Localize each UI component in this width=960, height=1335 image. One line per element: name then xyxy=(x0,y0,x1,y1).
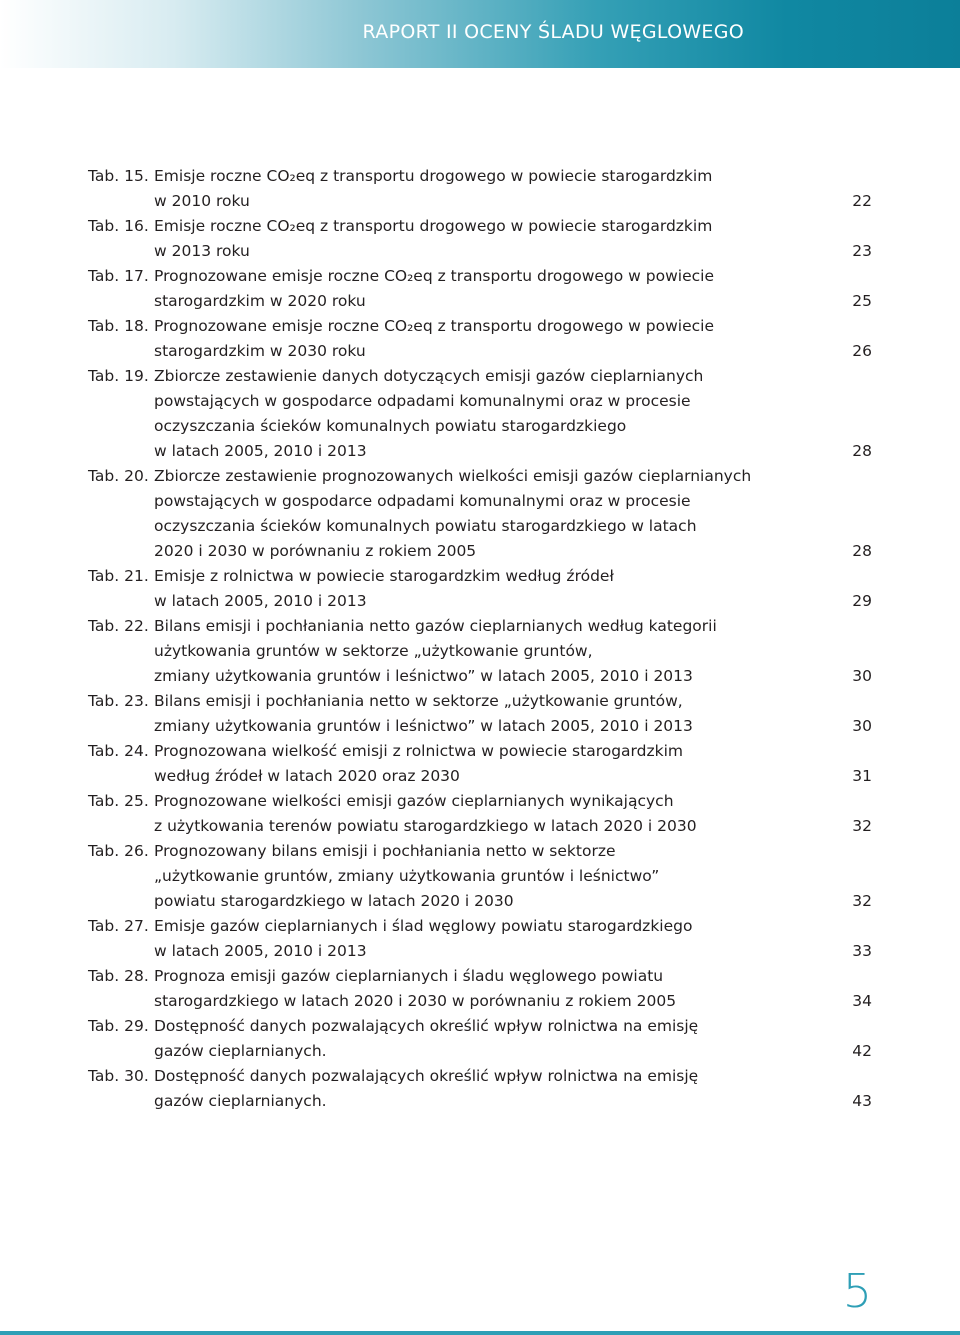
toc-entry-line xyxy=(154,914,872,939)
toc-entry[interactable] xyxy=(88,464,872,564)
toc-entry-title xyxy=(154,564,872,614)
toc-entry-text: w latach 2005, 2010 i 2013 xyxy=(154,442,367,460)
toc-entry-text: Prognozowane emisje roczne CO₂eq z transportu drogowego w powiecie xyxy=(154,317,714,335)
toc-entry-line xyxy=(154,864,872,889)
toc-entry[interactable] xyxy=(88,1014,872,1064)
toc-entry-title xyxy=(154,1064,872,1114)
toc-entry-page: 22 xyxy=(852,192,872,210)
toc-entry-text: w 2013 roku xyxy=(154,242,250,260)
toc-entry-line xyxy=(154,939,872,964)
toc-entry-line xyxy=(154,989,872,1014)
toc-entry-line xyxy=(154,589,872,614)
toc-entry-line xyxy=(154,439,872,464)
toc-entry-title xyxy=(154,839,872,914)
bottom-rule xyxy=(0,1331,960,1335)
toc-entry-page: 28 xyxy=(852,442,872,460)
toc-entry-page: 30 xyxy=(852,717,872,735)
toc-entry-label: Tab. 27. xyxy=(88,917,149,935)
toc-entry-line xyxy=(154,339,872,364)
toc-entry-text: Bilans emisji i pochłaniania netto w sektorze „użytkowanie gruntów, xyxy=(154,692,683,710)
toc-entry-text: z użytkowania terenów powiatu starogardzkiego w latach 2020 i 2030 xyxy=(154,817,697,835)
toc-entry-text: Emisje roczne CO₂eq z transportu drogowego w powiecie starogardzkim xyxy=(154,167,713,185)
toc-entry-text: gazów cieplarnianych. xyxy=(154,1042,327,1060)
toc-entry-label: Tab. 19. xyxy=(88,367,149,385)
toc-entry-label: Tab. 26. xyxy=(88,842,149,860)
toc-entry-text: Dostępność danych pozwalających określić wpływ rolnictwa na emisję xyxy=(154,1017,699,1035)
toc-entry-line xyxy=(154,789,872,814)
toc-entry-text: według źródeł w latach 2020 oraz 2030 xyxy=(154,767,460,785)
toc-entry-text: powstających w gospodarce odpadami komunalnymi oraz w procesie xyxy=(154,492,691,510)
toc-entry-label: Tab. 17. xyxy=(88,267,149,285)
toc-entry-text: powiatu starogardzkiego w latach 2020 i 2030 xyxy=(154,892,514,910)
toc-entry-line xyxy=(154,464,872,489)
toc-entry-line xyxy=(154,739,872,764)
toc-entry[interactable] xyxy=(88,964,872,1014)
page-header-band xyxy=(0,0,960,68)
toc-entry-line xyxy=(154,164,872,189)
toc-entry-line xyxy=(154,839,872,864)
toc-entry-line xyxy=(154,1014,872,1039)
toc-entry-text: Emisje roczne CO₂eq z transportu drogowego w powiecie starogardzkim xyxy=(154,217,713,235)
toc-entry-title xyxy=(154,214,872,264)
toc-entry-title xyxy=(154,364,872,464)
toc-entry-line xyxy=(154,764,872,789)
toc-entry-text: oczyszczania ścieków komunalnych powiatu starogardzkiego w latach xyxy=(154,517,697,535)
toc-entry-line xyxy=(154,214,872,239)
toc-entry-label: Tab. 24. xyxy=(88,742,149,760)
toc-entry-label: Tab. 18. xyxy=(88,317,149,335)
toc-entry-line xyxy=(154,264,872,289)
toc-entry-page: 42 xyxy=(852,1042,872,1060)
toc-entry-page: 28 xyxy=(852,542,872,560)
toc-entry-line xyxy=(154,289,872,314)
toc-entry-line xyxy=(154,239,872,264)
toc-entry-title xyxy=(154,964,872,1014)
toc-entry-line xyxy=(154,489,872,514)
toc-entry[interactable] xyxy=(88,789,872,839)
toc-entry-text: gazów cieplarnianych. xyxy=(154,1092,327,1110)
toc-entry[interactable] xyxy=(88,614,872,689)
toc-entry-label: Tab. 25. xyxy=(88,792,149,810)
toc-entry-text: Emisje gazów cieplarnianych i ślad węglowy powiatu starogardzkiego xyxy=(154,917,693,935)
toc-entry-text: Prognozowane emisje roczne CO₂eq z transportu drogowego w powiecie xyxy=(154,267,714,285)
toc-entry-text: 2020 i 2030 w porównaniu z rokiem 2005 xyxy=(154,542,477,560)
toc-entry-title xyxy=(154,614,872,689)
toc-entry-line xyxy=(154,514,872,539)
toc-entry[interactable] xyxy=(88,839,872,914)
toc-entry-line xyxy=(154,689,872,714)
toc-entry-title xyxy=(154,164,872,214)
toc-entry-line xyxy=(154,1089,872,1114)
toc-entry-line xyxy=(154,814,872,839)
toc-entry-label: Tab. 28. xyxy=(88,967,149,985)
toc-entry-text: powstających w gospodarce odpadami komunalnymi oraz w procesie xyxy=(154,392,691,410)
toc-entry-line xyxy=(154,889,872,914)
toc-entry-text: zmiany użytkowania gruntów i leśnictwo” w latach 2005, 2010 i 2013 xyxy=(154,667,693,685)
toc-entry[interactable] xyxy=(88,1064,872,1114)
toc-entry-text: Zbiorcze zestawienie danych dotyczących emisji gazów cieplarnianych xyxy=(154,367,704,385)
toc-entry-title xyxy=(154,739,872,789)
toc-entry-text: Prognozowany bilans emisji i pochłaniania netto w sektorze xyxy=(154,842,616,860)
toc-entry-text: starogardzkiego w latach 2020 i 2030 w porównaniu z rokiem 2005 xyxy=(154,992,677,1010)
toc-entry-label: Tab. 30. xyxy=(88,1067,149,1085)
toc-entry[interactable] xyxy=(88,164,872,214)
report-title: RAPORT II OCENY ŚLADU WĘGLOWEGO xyxy=(362,21,744,43)
table-of-contents xyxy=(88,164,872,1114)
toc-entry-line xyxy=(154,414,872,439)
toc-entry-line xyxy=(154,539,872,564)
toc-entry-line xyxy=(154,364,872,389)
toc-entry-text: Bilans emisji i pochłaniania netto gazów cieplarnianych według kategorii xyxy=(154,617,717,635)
toc-entry-text: Emisje z rolnictwa w powiecie starogardzkim według źródeł xyxy=(154,567,614,585)
toc-entry-title xyxy=(154,689,872,739)
toc-entry-line xyxy=(154,1039,872,1064)
toc-entry[interactable] xyxy=(88,739,872,789)
toc-entry-label: Tab. 20. xyxy=(88,467,149,485)
toc-entry-line xyxy=(154,389,872,414)
toc-entry-text: „użytkowanie gruntów, zmiany użytkowania gruntów i leśnictwo” xyxy=(154,867,660,885)
toc-entry-line xyxy=(154,189,872,214)
toc-entry-text: w latach 2005, 2010 i 2013 xyxy=(154,592,367,610)
toc-entry-title xyxy=(154,264,872,314)
toc-entry-page: 26 xyxy=(852,342,872,360)
toc-entry-page: 33 xyxy=(852,942,872,960)
toc-entry-page: 32 xyxy=(852,892,872,910)
toc-entry[interactable] xyxy=(88,689,872,739)
toc-entry-page: 23 xyxy=(852,242,872,260)
toc-entry-label: Tab. 22. xyxy=(88,617,149,635)
toc-entry-label: Tab. 23. xyxy=(88,692,149,710)
toc-entry-line xyxy=(154,639,872,664)
toc-entry-text: w latach 2005, 2010 i 2013 xyxy=(154,942,367,960)
toc-entry-text: zmiany użytkowania gruntów i leśnictwo” w latach 2005, 2010 i 2013 xyxy=(154,717,693,735)
page-number: 5 xyxy=(842,1264,872,1318)
toc-entry-title xyxy=(154,314,872,364)
toc-entry-text: użytkowania gruntów w sektorze „użytkowanie gruntów, xyxy=(154,642,593,660)
toc-entry-label: Tab. 15. xyxy=(88,167,149,185)
toc-entry-line xyxy=(154,664,872,689)
toc-entry-text: starogardzkim w 2020 roku xyxy=(154,292,366,310)
toc-entry-text: Prognozowana wielkość emisji z rolnictwa w powiecie starogardzkim xyxy=(154,742,684,760)
toc-entry[interactable] xyxy=(88,564,872,614)
toc-entry-title xyxy=(154,914,872,964)
toc-entry-text: Zbiorcze zestawienie prognozowanych wielkości emisji gazów cieplarnianych xyxy=(154,467,752,485)
toc-entry-title xyxy=(154,789,872,839)
toc-entry-title xyxy=(154,464,872,564)
toc-entry-line xyxy=(154,714,872,739)
toc-entry-page: 31 xyxy=(852,767,872,785)
toc-entry[interactable] xyxy=(88,214,872,264)
toc-entry[interactable] xyxy=(88,264,872,314)
toc-entry-text: starogardzkim w 2030 roku xyxy=(154,342,366,360)
toc-entry-line xyxy=(154,314,872,339)
toc-entry-line xyxy=(154,614,872,639)
toc-entry-text: Dostępność danych pozwalających określić wpływ rolnictwa na emisję xyxy=(154,1067,699,1085)
toc-entry-page: 30 xyxy=(852,667,872,685)
toc-entry-label: Tab. 16. xyxy=(88,217,149,235)
toc-entry[interactable] xyxy=(88,314,872,364)
toc-entry-line xyxy=(154,564,872,589)
toc-entry-page: 32 xyxy=(852,817,872,835)
toc-entry-page: 25 xyxy=(852,292,872,310)
toc-entry-label: Tab. 29. xyxy=(88,1017,149,1035)
toc-entry-text: Prognozowane wielkości emisji gazów cieplarnianych wynikających xyxy=(154,792,674,810)
toc-entry-label: Tab. 21. xyxy=(88,567,149,585)
toc-entry-text: oczyszczania ścieków komunalnych powiatu starogardzkiego xyxy=(154,417,627,435)
toc-entry[interactable] xyxy=(88,364,872,464)
toc-entry-page: 29 xyxy=(852,592,872,610)
toc-entry-title xyxy=(154,1014,872,1064)
toc-entry[interactable] xyxy=(88,914,872,964)
toc-entry-page: 43 xyxy=(852,1092,872,1110)
toc-entry-text: Prognoza emisji gazów cieplarnianych i śladu węglowego powiatu xyxy=(154,967,664,985)
toc-entry-page: 34 xyxy=(852,992,872,1010)
toc-entry-line xyxy=(154,964,872,989)
toc-entry-line xyxy=(154,1064,872,1089)
toc-entry-text: w 2010 roku xyxy=(154,192,250,210)
